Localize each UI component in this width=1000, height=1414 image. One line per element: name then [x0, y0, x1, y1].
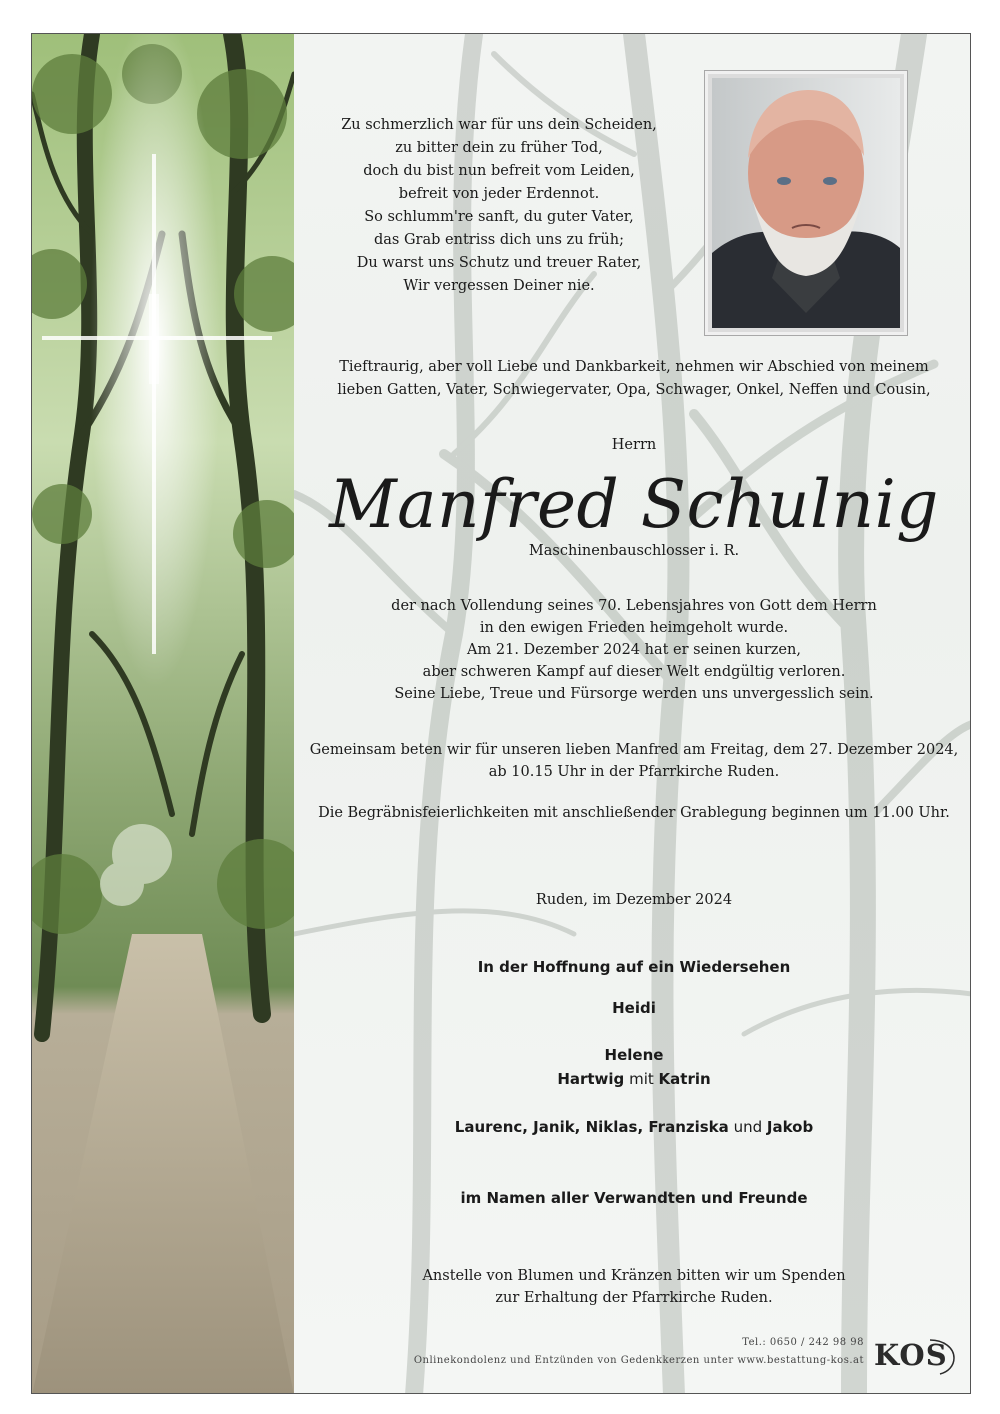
poem-line: So schlumm're sanft, du guter Vater, — [364, 209, 634, 225]
portrait-image — [712, 78, 900, 328]
phone-number: Tel.: 0650 / 242 98 98 — [742, 1337, 864, 1348]
body-text — [304, 595, 964, 705]
service-line: Gemeinsam beten wir für unseren lieben Manfred am Freitag, dem 27. Dezember 2024, — [309, 742, 959, 758]
poem-line: Du warst uns Schutz und treuer Rater, — [356, 255, 642, 271]
mourner-hartwig-katrin — [304, 1070, 964, 1088]
poem-line: doch du bist nun befreit vom Leiden, — [363, 163, 635, 179]
mourner-katrin: Katrin — [658, 1070, 711, 1088]
logo-swoosh-icon — [872, 1336, 958, 1376]
closing-line: im Namen aller Verwandten und Freunde — [460, 1189, 808, 1207]
service-line: ab 10.15 Uhr in der Pfarrkirche Ruden. — [488, 764, 780, 780]
portrait-photo — [704, 70, 908, 336]
prayer-service-text — [304, 739, 964, 783]
body-line: in den ewigen Frieden heimgeholt wurde. — [479, 620, 789, 636]
kos-logo — [872, 1336, 958, 1376]
body-line: Am 21. Dezember 2024 hat er seinen kurzen, — [467, 642, 801, 658]
mourner-jakob: Jakob — [766, 1118, 814, 1136]
poem — [314, 114, 684, 298]
poem-line: Zu schmerzlich war für uns dein Scheiden, — [341, 117, 657, 133]
hope-line: In der Hoffnung auf ein Wiedersehen — [477, 958, 791, 976]
intro-line: lieben Gatten, Vater, Schwiegervater, Opa, Schwager, Onkel, Neffen und Cousin, — [337, 382, 931, 398]
profession: Maschinenbauschlosser i. R. — [528, 543, 740, 559]
online-condolence-link[interactable]: Onlinekondolenz und Entzünden von Gedenkkerzen unter www.bestattung-kos.at — [413, 1355, 864, 1366]
obituary-card — [31, 33, 971, 1394]
intro-text — [304, 356, 964, 402]
mourner-grandchildren — [304, 1118, 964, 1136]
mourner-hartwig: Hartwig — [557, 1070, 625, 1088]
honorific: Herrn — [611, 437, 657, 453]
poem-line: das Grab entriss dich uns zu früh; — [374, 232, 624, 248]
place-date: Ruden, im Dezember 2024 — [535, 892, 733, 908]
mourner-helene: Helene — [604, 1046, 664, 1064]
grandchildren-names: Laurenc, Janik, Niklas, Franziska — [454, 1118, 729, 1136]
logo-text: KOS — [874, 1338, 948, 1372]
forest-path-photo — [32, 34, 294, 1394]
mourner-heidi: Heidi — [612, 999, 656, 1017]
body-line: Seine Liebe, Treue und Fürsorge werden uns unvergesslich sein. — [394, 686, 874, 702]
donation-line: zur Erhaltung der Pfarrkirche Ruden. — [495, 1290, 773, 1306]
donation-line: Anstelle von Blumen und Kränzen bitten wir um Spenden — [422, 1268, 846, 1284]
body-line: der nach Vollendung seines 70. Lebensjahres von Gott dem Herrn — [391, 598, 877, 614]
burial-text: Die Begräbnisfeierlichkeiten mit anschließender Grablegung beginnen um 11.00 Uhr. — [318, 805, 950, 821]
intro-line: Tieftraurig, aber voll Liebe und Dankbarkeit, nehmen wir Abschied von meinem — [339, 359, 929, 375]
connector-with: mit — [629, 1070, 654, 1088]
donation-text — [304, 1265, 964, 1309]
body-line: aber schweren Kampf auf dieser Welt endgültig verloren. — [422, 664, 846, 680]
poem-line: zu bitter dein zu früher Tod, — [395, 140, 603, 156]
deceased-name: Manfred Schulnig — [329, 466, 939, 543]
poem-line: Wir vergessen Deiner nie. — [403, 278, 595, 294]
connector-and: und — [733, 1118, 763, 1136]
poem-line: befreit von jeder Erdennot. — [398, 186, 600, 202]
